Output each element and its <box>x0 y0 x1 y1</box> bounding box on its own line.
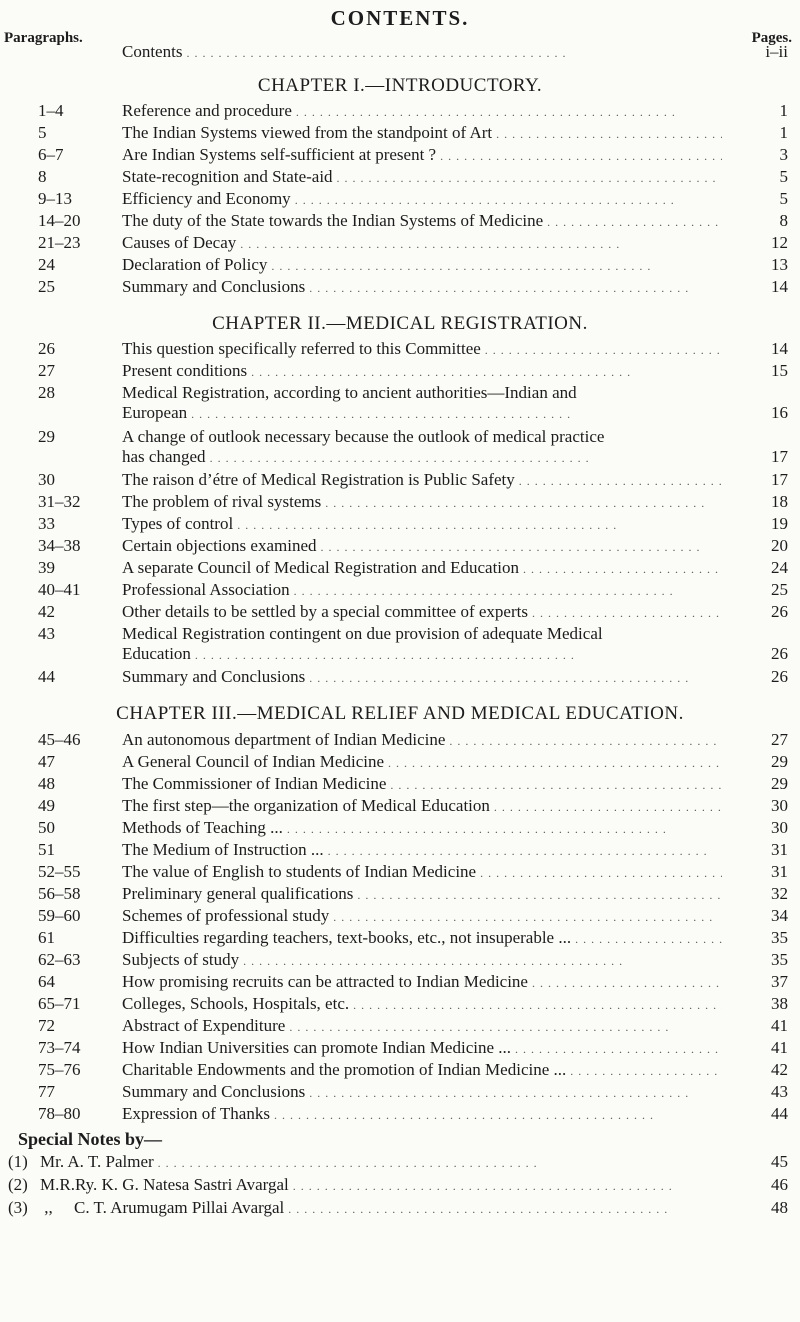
entry-title: Professional Association . . . <box>122 580 722 601</box>
entry-title: Declaration of Policy . . . <box>122 255 722 276</box>
note-number: (3) <box>8 1198 28 1217</box>
entry-para: 27 <box>38 361 55 380</box>
entry-para: 77 <box>38 1082 55 1101</box>
entry-para: 33 <box>38 514 55 533</box>
entry-title: The first step—the organization of Medical Education . . . <box>122 796 722 817</box>
chapter-heading: CHAPTER I.—INTRODUCTORY. <box>257 75 543 96</box>
entry-para: 6–7 <box>38 145 64 164</box>
entry-page: 42 <box>771 1060 788 1079</box>
entry-page: 34 <box>771 906 788 925</box>
note-author: Mr. A. T. Palmer . . . <box>40 1152 720 1173</box>
entry-page: 15 <box>771 361 788 380</box>
entry-title: Abstract of Expenditure . . . <box>122 1016 722 1037</box>
entry-title: The Commissioner of Indian Medicine . . . <box>122 774 722 795</box>
toc-row <box>0 906 800 926</box>
entry-page: 16 <box>771 403 788 422</box>
entry-title: The Medium of Instruction ... . . . <box>122 840 722 861</box>
entry-para: 52–55 <box>38 862 81 881</box>
entry-page: 25 <box>771 580 788 599</box>
entry-title: Contents . . . <box>122 42 722 63</box>
entry-para: 8 <box>38 167 47 186</box>
entry-page: 41 <box>771 1038 788 1057</box>
entry-page: 37 <box>771 972 788 991</box>
entry-para: 44 <box>38 667 55 686</box>
entry-para: 47 <box>38 752 55 771</box>
entry-page: 30 <box>771 818 788 837</box>
entry-title: Causes of Decay . . . <box>122 233 722 254</box>
entry-title: The problem of rival systems . . . <box>122 492 722 513</box>
note-page: 46 <box>771 1175 788 1194</box>
entry-page: i–ii <box>765 42 788 61</box>
entry-para: 75–76 <box>38 1060 81 1079</box>
entry-page: 29 <box>771 752 788 771</box>
toc-row <box>0 796 800 816</box>
entry-title: Types of control . . . <box>122 514 722 535</box>
toc-row <box>0 950 800 970</box>
special-note-row <box>0 1198 800 1218</box>
note-author: ,, C. T. Arumugam Pillai Avargal . . . <box>40 1198 720 1219</box>
entry-page: 24 <box>771 558 788 577</box>
toc-row-continued <box>0 403 800 423</box>
entry-para: 40–41 <box>38 580 81 599</box>
toc-row <box>0 427 800 447</box>
entry-title: Certain objections examined . . . <box>122 536 722 557</box>
entry-title: Summary and Conclusions . . . <box>122 667 722 688</box>
toc-row <box>0 840 800 860</box>
toc-row <box>0 994 800 1014</box>
entry-para: 49 <box>38 796 55 815</box>
toc-row <box>0 1038 800 1058</box>
entry-title: Reference and procedure . . . <box>122 101 722 122</box>
toc-row <box>0 123 800 143</box>
entry-page: 29 <box>771 774 788 793</box>
toc-row <box>0 492 800 512</box>
toc-row <box>0 884 800 904</box>
toc-row <box>0 730 800 750</box>
entry-page: 35 <box>771 928 788 947</box>
entry-page: 32 <box>771 884 788 903</box>
toc-row <box>0 1060 800 1080</box>
entry-title-continued: Education . . . <box>122 644 722 665</box>
paragraphs-column-header: Paragraphs. <box>4 30 83 46</box>
entry-para: 24 <box>38 255 55 274</box>
entry-para: 31–32 <box>38 492 81 511</box>
entry-title: Schemes of professional study . . . <box>122 906 722 927</box>
entry-page: 14 <box>771 277 788 296</box>
entry-para: 56–58 <box>38 884 81 903</box>
entry-title: Other details to be settled by a special committee of experts . . . <box>122 602 722 623</box>
note-author: M.R.Ry. K. G. Natesa Sastri Avargal . . . <box>40 1175 720 1196</box>
entry-para: 59–60 <box>38 906 81 925</box>
entry-page: 1 <box>779 123 788 142</box>
entry-title: Medical Registration, according to ancient authorities—Indian and <box>122 383 577 402</box>
entry-para: 14–20 <box>38 211 81 230</box>
entry-para: 48 <box>38 774 55 793</box>
toc-row-continued <box>0 447 800 467</box>
entry-title: Are Indian Systems self-sufficient at present ? . . . <box>122 145 722 166</box>
entry-title-continued: has changed . . . <box>122 447 722 468</box>
special-notes-heading: Special Notes by— <box>18 1129 162 1149</box>
entry-page: 17 <box>771 447 788 466</box>
entry-title: The duty of the State towards the Indian Systems of Medicine . . . <box>122 211 722 232</box>
toc-row <box>0 470 800 490</box>
entry-title: A separate Council of Medical Registration and Education . . . <box>122 558 722 579</box>
toc-row <box>0 1016 800 1036</box>
toc-row <box>0 928 800 948</box>
entry-page: 31 <box>771 862 788 881</box>
toc-row <box>0 339 800 359</box>
entry-para: 61 <box>38 928 55 947</box>
toc-row <box>0 189 800 209</box>
toc-row <box>0 1104 800 1124</box>
entry-para: 51 <box>38 840 55 859</box>
toc-row <box>0 361 800 381</box>
entry-title: How promising recruits can be attracted to Indian Medicine . . . <box>122 972 722 993</box>
entry-page: 26 <box>771 602 788 621</box>
toc-row <box>0 624 800 644</box>
toc-row <box>0 536 800 556</box>
entry-page: 14 <box>771 339 788 358</box>
entry-para: 43 <box>38 624 55 643</box>
entry-title: Summary and Conclusions . . . <box>122 277 722 298</box>
entry-page: 41 <box>771 1016 788 1035</box>
note-number: (1) <box>8 1152 28 1171</box>
chapter-heading: CHAPTER III.—MEDICAL RELIEF AND MEDICAL EDUCATION. <box>116 703 684 724</box>
toc-row <box>0 558 800 578</box>
entry-page: 18 <box>771 492 788 511</box>
chapter-heading: CHAPTER II.—MEDICAL REGISTRATION. <box>212 313 588 334</box>
entry-page: 30 <box>771 796 788 815</box>
entry-title: How Indian Universities can promote Indian Medicine ... . . . <box>122 1038 722 1059</box>
entry-page: 38 <box>771 994 788 1013</box>
entry-title: Preliminary general qualifications . . . <box>122 884 722 905</box>
toc-row-continued <box>0 644 800 664</box>
entry-page: 43 <box>771 1082 788 1101</box>
toc-row <box>0 145 800 165</box>
entry-title: State-recognition and State-aid . . . <box>122 167 722 188</box>
toc-row <box>0 862 800 882</box>
entry-para: 72 <box>38 1016 55 1035</box>
pages-column-header: Pages. <box>751 30 792 46</box>
entry-page: 1 <box>779 101 788 120</box>
toc-row <box>0 101 800 121</box>
note-number: (2) <box>8 1175 28 1194</box>
note-page: 45 <box>771 1152 788 1171</box>
entry-page: 13 <box>771 255 788 274</box>
entry-page: 20 <box>771 536 788 555</box>
entry-title: Difficulties regarding teachers, text-books, etc., not insuperable ... . . . <box>122 928 722 949</box>
entry-title: Charitable Endowments and the promotion of Indian Medicine ... . . . <box>122 1060 722 1081</box>
entry-page: 5 <box>779 189 788 208</box>
entry-title: The raison d’étre of Medical Registration is Public Safety . . . <box>122 470 722 491</box>
toc-row <box>0 752 800 772</box>
entry-title: Present conditions . . . <box>122 361 722 382</box>
entry-title: Efficiency and Economy . . . <box>122 189 722 210</box>
entry-page: 19 <box>771 514 788 533</box>
special-note-row <box>0 1152 800 1172</box>
entry-title-continued: European . . . <box>122 403 722 424</box>
toc-row <box>0 818 800 838</box>
entry-title: Colleges, Schools, Hospitals, etc. . . . <box>122 994 722 1015</box>
entry-page: 44 <box>771 1104 788 1123</box>
special-note-row <box>0 1175 800 1195</box>
toc-row <box>0 514 800 534</box>
entry-title: Methods of Teaching ... . . . <box>122 818 722 839</box>
toc-row <box>0 233 800 253</box>
toc-row <box>0 1082 800 1102</box>
entry-page: 12 <box>771 233 788 252</box>
entry-page: 8 <box>779 211 788 230</box>
entry-para: 34–38 <box>38 536 81 555</box>
toc-row <box>0 211 800 231</box>
toc-row <box>0 383 800 403</box>
toc-row <box>0 277 800 297</box>
entry-page: 17 <box>771 470 788 489</box>
toc-row <box>0 667 800 687</box>
entry-para: 65–71 <box>38 994 81 1013</box>
entry-title: Summary and Conclusions . . . <box>122 1082 722 1103</box>
entry-para: 29 <box>38 427 55 446</box>
entry-para: 39 <box>38 558 55 577</box>
entry-title: A change of outlook necessary because the outlook of medical practice <box>122 427 605 446</box>
entry-para: 50 <box>38 818 55 837</box>
page-title: CONTENTS. <box>330 6 470 30</box>
entry-page: 27 <box>771 730 788 749</box>
entry-page: 26 <box>771 667 788 686</box>
entry-para: 1–4 <box>38 101 64 120</box>
entry-para: 42 <box>38 602 55 621</box>
entry-title: An autonomous department of Indian Medicine . . . <box>122 730 722 751</box>
entry-para: 26 <box>38 339 55 358</box>
entry-title: Expression of Thanks . . . <box>122 1104 722 1125</box>
entry-para: 73–74 <box>38 1038 81 1057</box>
entry-page: 26 <box>771 644 788 663</box>
toc-row <box>0 167 800 187</box>
entry-para: 9–13 <box>38 189 72 208</box>
entry-para: 30 <box>38 470 55 489</box>
toc-row <box>0 255 800 275</box>
entry-para: 28 <box>38 383 55 402</box>
entry-para: 25 <box>38 277 55 296</box>
entry-title: A General Council of Indian Medicine . . . <box>122 752 722 773</box>
entry-para: 45–46 <box>38 730 81 749</box>
entry-page: 31 <box>771 840 788 859</box>
entry-title: The value of English to students of Indian Medicine . . . <box>122 862 722 883</box>
contents-entry <box>0 42 800 62</box>
entry-title: This question specifically referred to this Committee . . . <box>122 339 722 360</box>
entry-para: 62–63 <box>38 950 81 969</box>
entry-page: 5 <box>779 167 788 186</box>
entry-para: 64 <box>38 972 55 991</box>
entry-para: 5 <box>38 123 47 142</box>
toc-row <box>0 602 800 622</box>
entry-page: 35 <box>771 950 788 969</box>
entry-para: 21–23 <box>38 233 81 252</box>
toc-row <box>0 972 800 992</box>
note-page: 48 <box>771 1198 788 1217</box>
entry-title: Medical Registration contingent on due provision of adequate Medical <box>122 624 603 643</box>
entry-para: 78–80 <box>38 1104 81 1123</box>
toc-row <box>0 580 800 600</box>
entry-page: 3 <box>779 145 788 164</box>
toc-row <box>0 774 800 794</box>
entry-title: The Indian Systems viewed from the standpoint of Art . . . <box>122 123 722 144</box>
entry-title: Subjects of study . . . <box>122 950 722 971</box>
